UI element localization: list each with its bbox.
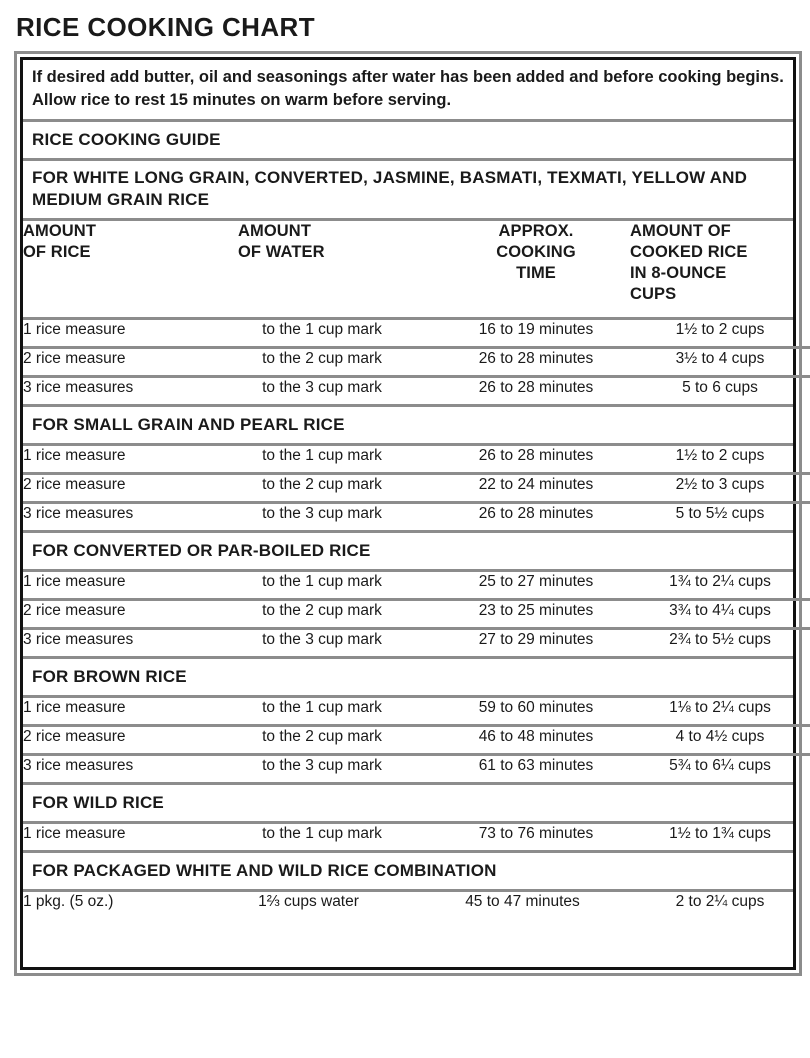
cell-amount-of-water: to the 3 cup mark (262, 379, 382, 396)
cell-cooking-time: 16 to 19 minutes (478, 321, 594, 338)
cell-cooking-time: 23 to 25 minutes (478, 602, 594, 619)
table-row (23, 727, 810, 753)
table-row (23, 601, 810, 627)
table-row (23, 630, 810, 656)
section-heading: FOR WILD RICE (32, 793, 164, 812)
cell-amount-of-rice: 3 rice measures (23, 631, 134, 648)
section-table (23, 824, 810, 850)
cell-cooked-rice-yield: 1½ to 2 cups (675, 447, 765, 464)
cell-amount-of-water: to the 2 cup mark (262, 728, 382, 745)
cell-amount-of-water: to the 1 cup mark (262, 573, 382, 590)
section-table (23, 698, 810, 782)
table-row (23, 475, 810, 501)
header-line: COOKED RICE (630, 243, 748, 261)
cell-cooked-rice-yield: 5 to 6 cups (682, 379, 758, 396)
page-title: RICE COOKING CHART (16, 12, 315, 42)
table-row (23, 320, 810, 346)
section-heading: FOR SMALL GRAIN AND PEARL RICE (32, 415, 345, 434)
cell-cooked-rice-yield: 4 to 4½ cups (675, 728, 765, 745)
intro-note: If desired add butter, oil and seasonings after water has been added and before cooking begins. Allow rice to rest 15 minutes on warm before serving. (32, 68, 784, 109)
cell-cooked-rice-yield: 2¾ to 5½ cups (669, 631, 771, 648)
section-table (23, 892, 810, 967)
table-row (23, 504, 810, 530)
cell-cooked-rice-yield: 1½ to 1¾ cups (669, 825, 771, 842)
header-line: APPROX. (498, 222, 574, 240)
cell-amount-of-rice: 2 rice measure (23, 602, 126, 619)
cell-amount-of-rice: 1 rice measure (23, 321, 126, 338)
cell-amount-of-water: to the 3 cup mark (262, 631, 382, 648)
header-line: COOKING (496, 243, 576, 261)
cell-cooking-time: 26 to 28 minutes (478, 350, 594, 367)
cell-amount-of-water: to the 3 cup mark (262, 757, 382, 774)
header-line: AMOUNT (238, 222, 312, 240)
cell-amount-of-rice: 1 rice measure (23, 447, 126, 464)
table-row (23, 572, 810, 598)
cell-amount-of-water: to the 1 cup mark (262, 321, 382, 338)
table-row (23, 378, 810, 404)
cell-cooking-time: 27 to 29 minutes (478, 631, 594, 648)
cell-cooking-time: 59 to 60 minutes (478, 699, 594, 716)
header-line: IN 8-OUNCE (630, 264, 727, 282)
cell-cooking-time: 46 to 48 minutes (478, 728, 594, 745)
cell-amount-of-water: to the 1 cup mark (262, 825, 382, 842)
header-line: TIME (516, 264, 556, 282)
column-header-amount-of-rice (23, 221, 202, 317)
cell-cooked-rice-yield: 5 to 5½ cups (675, 505, 765, 522)
rice-cooking-guide-heading: RICE COOKING GUIDE (32, 130, 221, 149)
cell-amount-of-water: to the 2 cup mark (262, 602, 382, 619)
cell-cooked-rice-yield: 1½ to 2 cups (675, 321, 765, 338)
cell-cooked-rice-yield: 3½ to 4 cups (675, 350, 765, 367)
cell-amount-of-water: to the 1 cup mark (262, 699, 382, 716)
table-row (23, 892, 810, 967)
cell-amount-of-rice: 3 rice measures (23, 379, 134, 396)
chart-sections (23, 317, 793, 967)
header-line: OF WATER (238, 243, 325, 261)
cell-cooked-rice-yield: 1⅛ to 2¼ cups (669, 699, 771, 716)
cell-amount-of-water: to the 3 cup mark (262, 505, 382, 522)
cell-cooked-rice-yield: 5¾ to 6¼ cups (669, 757, 771, 774)
header-line: AMOUNT OF (630, 222, 731, 240)
cell-amount-of-rice: 1 rice measure (23, 699, 126, 716)
section-table (23, 320, 810, 404)
header-line: OF RICE (23, 243, 91, 261)
cell-amount-of-rice: 1 rice measure (23, 573, 126, 590)
table-row (23, 446, 810, 472)
cell-cooking-time: 25 to 27 minutes (478, 573, 594, 590)
cell-cooked-rice-yield: 1¾ to 2¼ cups (669, 573, 771, 590)
cell-cooking-time: 73 to 76 minutes (478, 825, 594, 842)
cell-amount-of-rice: 3 rice measures (23, 505, 134, 522)
cell-cooked-rice-yield: 3¾ to 4¼ cups (669, 602, 771, 619)
section-heading-white-long-grain: FOR WHITE LONG GRAIN, CONVERTED, JASMINE, BASMATI, TEXMATI, YELLOW AND MEDIUM GRAIN RICE (32, 168, 748, 209)
table-header-row (23, 221, 810, 317)
section-table (23, 446, 810, 530)
column-header-table (23, 221, 810, 317)
section-table (23, 572, 810, 656)
section-heading: FOR CONVERTED OR PAR-BOILED RICE (32, 541, 371, 560)
cell-amount-of-water: to the 1 cup mark (262, 447, 382, 464)
cell-amount-of-rice: 2 rice measure (23, 728, 126, 745)
cell-amount-of-water: to the 2 cup mark (262, 350, 382, 367)
cell-cooking-time: 26 to 28 minutes (478, 447, 594, 464)
cell-amount-of-rice: 1 pkg. (5 oz.) (23, 893, 114, 910)
cell-amount-of-rice: 3 rice measures (23, 757, 134, 774)
cell-amount-of-rice: 1 rice measure (23, 825, 126, 842)
cell-cooking-time: 26 to 28 minutes (478, 505, 594, 522)
cell-cooked-rice-yield: 2 to 2¼ cups (675, 893, 765, 910)
cell-cooked-rice-yield: 2½ to 3 cups (675, 476, 765, 493)
table-row (23, 824, 810, 850)
header-line: CUPS (630, 285, 677, 303)
cell-cooking-time: 45 to 47 minutes (465, 893, 580, 910)
cell-amount-of-water: to the 2 cup mark (262, 476, 382, 493)
cell-cooking-time: 22 to 24 minutes (478, 476, 594, 493)
column-header-amount-of-cooked-rice (630, 221, 810, 317)
chart-inner-frame (20, 57, 796, 970)
column-header-amount-of-water (202, 221, 442, 317)
chart-outer-frame (14, 51, 802, 976)
cell-cooking-time: 26 to 28 minutes (478, 379, 594, 396)
cell-amount-of-water: 1⅔ cups water (258, 893, 359, 910)
section-heading: FOR PACKAGED WHITE AND WILD RICE COMBINATION (32, 861, 497, 880)
table-row (23, 698, 810, 724)
table-row (23, 756, 810, 782)
table-row (23, 349, 810, 375)
cell-cooking-time: 61 to 63 minutes (478, 757, 594, 774)
cell-amount-of-rice: 2 rice measure (23, 350, 126, 367)
section-heading: FOR BROWN RICE (32, 667, 187, 686)
cell-amount-of-rice: 2 rice measure (23, 476, 126, 493)
header-line: AMOUNT (23, 222, 97, 240)
column-header-approx-cooking-time (442, 221, 630, 317)
